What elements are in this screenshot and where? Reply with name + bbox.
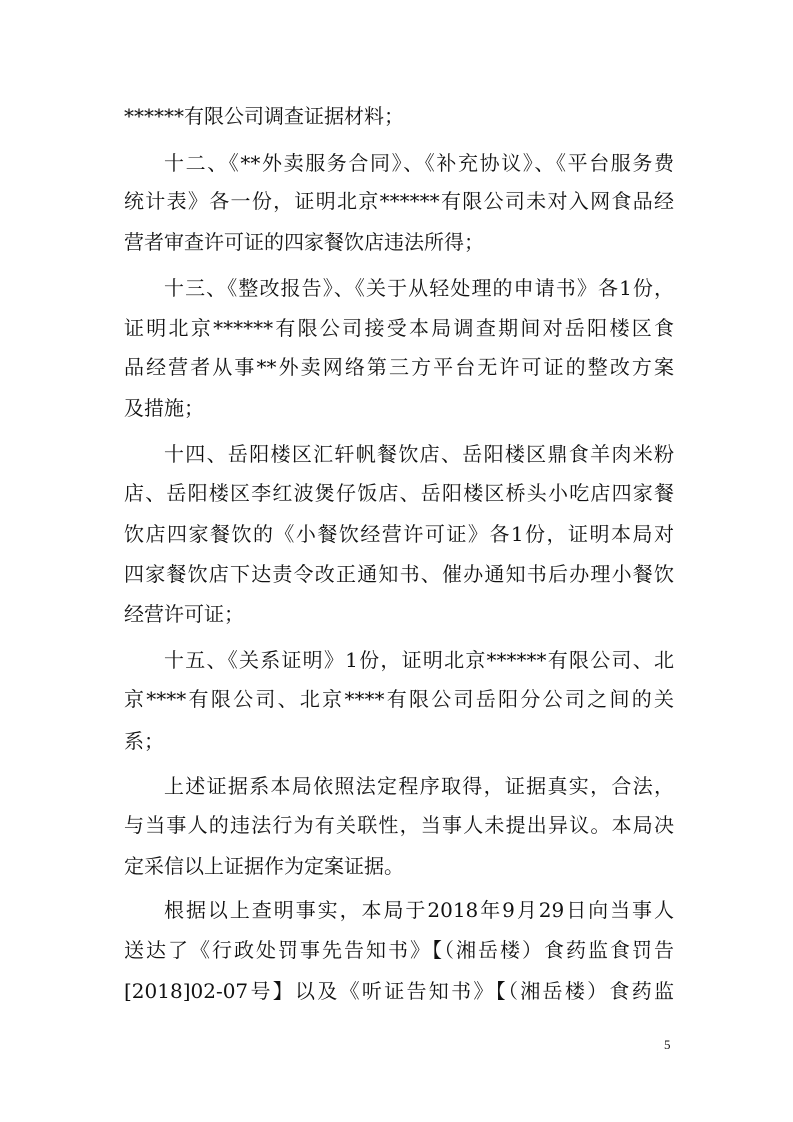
text-line: 定采信以上证据作为定案证据。 <box>124 854 404 878</box>
text-line: 根据以上查明事实，本局于2018年9月29日向当事人 <box>164 898 674 922</box>
text-line: 饮店四家餐饮的《小餐饮经营许可证》各1份，证明本局对 <box>124 522 674 546</box>
page-number: 5 <box>664 1037 671 1052</box>
text-line: 四家餐饮店下达责令改正通知书、催办通知书后办理小餐饮 <box>124 562 674 586</box>
text-line: ******有限公司调查证据材料； <box>124 104 404 128</box>
text-line: 十三、《整改报告》、《关于从轻处理的申请书》各1份， <box>164 276 674 300</box>
text-line: 送达了《行政处罚事先告知书》【（湘岳楼）食药监食罚告 <box>124 938 674 962</box>
text-line: 京****有限公司、北京****有限公司岳阳分公司之间的关 <box>124 687 674 711</box>
text-line: 与当事人的违法行为有关联性，当事人未提出异议。本局决 <box>124 813 674 837</box>
text-line: 十四、岳阳楼区汇轩帆餐饮店、岳阳楼区鼎食羊肉米粉 <box>164 442 674 466</box>
text-line: 上述证据系本局依照法定程序取得，证据真实，合法， <box>164 774 674 798</box>
text-line: 店、岳阳楼区李红波煲仔饭店、岳阳楼区桥头小吃店四家餐 <box>124 481 674 505</box>
text-line: 十二、《**外卖服务合同》、《补充协议》、《平台服务费 <box>164 151 674 175</box>
text-line: [2018]02-07号】以及《听证告知书》【（湘岳楼）食药监 <box>124 979 674 1003</box>
text-line: 品经营者从事**外卖网络第三方平台无许可证的整改方案 <box>124 355 674 379</box>
text-line: 统计表》各一份，证明北京******有限公司未对入网食品经 <box>124 189 674 213</box>
text-line: 系； <box>124 729 164 753</box>
text-line: 营者审查许可证的四家餐饮店违法所得； <box>124 230 484 254</box>
text-line: 及措施； <box>124 396 204 420</box>
text-line: 十五、《关系证明》1份，证明北京******有限公司、北 <box>164 648 674 672</box>
text-line: 证明北京******有限公司接受本局调查期间对岳阳楼区食 <box>124 316 674 340</box>
text-line: 经营许可证； <box>124 602 244 626</box>
